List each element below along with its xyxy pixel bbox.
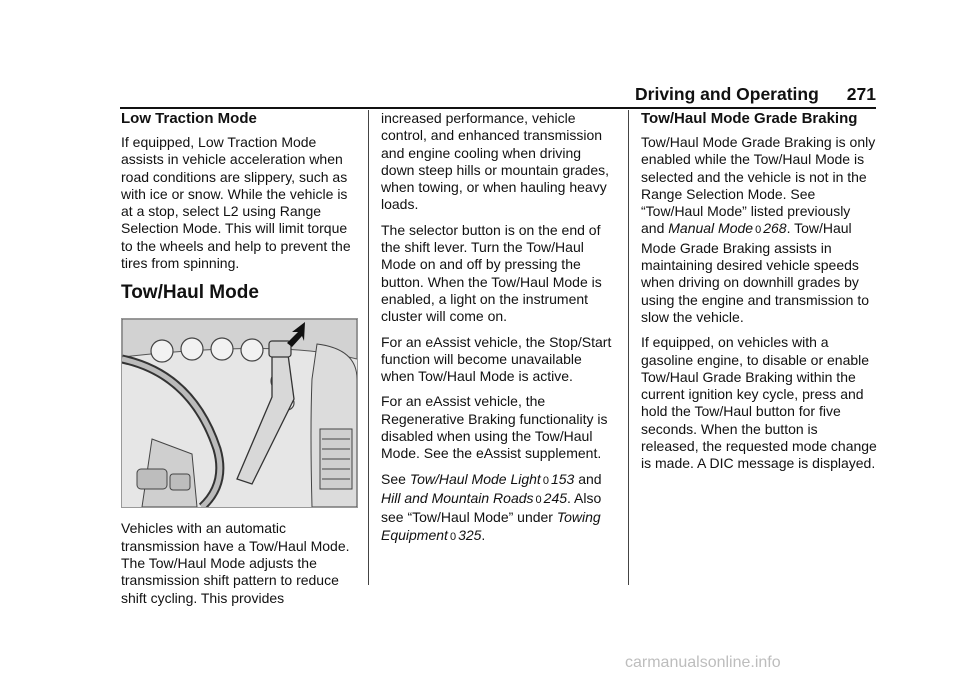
paragraph: The selector button is on the end of the shift lever. Turn the Tow/Haul Mode on and off by pressing the button. When the Tow/Haul Mode is enabled, a light on the instrument cluster will come on. — [381, 221, 602, 325]
paragraph: If equipped, on vehicles with a gasoline engine, to disable or enable Tow/Haul Grade Braking within the current ignition key cycle, press and hold the Tow/Haul button for five seconds. When the button is released, the requested mode change is made. A DIC message is displayed. — [641, 334, 877, 472]
xref-manual-mode[interactable]: Manual Mode — [668, 220, 754, 237]
text: and — [574, 470, 602, 487]
xref-towing-equipment[interactable]: Towing Equipment — [381, 509, 601, 543]
text: . — [481, 526, 486, 543]
text: Tow/Haul Mode Grade Braking is only enabled while the Tow/Haul Mode is selected and the vehicle is not in the Range Selection Mode. See “Tow/Haul Mode” listed previously and — [641, 134, 876, 237]
paragraph: For an eAssist vehicle, the Stop/Start function will become unavailable when Tow/Haul Mode is active. — [381, 333, 612, 385]
paragraph-cross-references — [381, 471, 617, 546]
page-header — [120, 83, 876, 105]
column-divider — [628, 110, 629, 585]
page-arrow-icon: 0 — [542, 474, 549, 487]
paragraph: If equipped, Low Traction Mode assists in vehicle acceleration when road conditions are slippery, such as with ice or snow. While the vehicle is at a stop, select L2 using Range Selection Mode. This will limit torque to the wheels and help to prevent the tires from spinning. — [121, 134, 351, 272]
heading-tow-haul-mode: Tow/Haul Mode — [121, 282, 259, 304]
xref-tow-haul-mode-light[interactable]: Tow/Haul Mode Light — [409, 470, 541, 487]
column-divider — [368, 110, 369, 585]
page-number: 271 — [846, 83, 876, 104]
xref-hill-and-mountain-roads[interactable]: Hill and Mountain Roads — [381, 489, 534, 506]
xref-page[interactable]: 245 — [543, 489, 568, 506]
column-3 — [641, 110, 877, 481]
page-arrow-icon: 0 — [449, 530, 457, 543]
column-2 — [381, 110, 617, 554]
column-1 — [121, 110, 357, 615]
paragraph: For an eAssist vehicle, the Regenerative Braking functionality is disabled when using the Tow/Haul Mode. See the eAssist supplement. — [381, 393, 608, 462]
paragraph: Vehicles with an automatic transmission have a Tow/Haul Mode. The Tow/Haul Mode adjusts the transmission shift pattern to reduce shift cycling. This provides — [121, 520, 350, 606]
text: . Tow/Haul Mode Grade Braking assists in maintaining desired vehicle speeds when driving on downhill grades by using the engine and transmission to slow the vehicle. — [641, 220, 870, 325]
page-arrow-icon: 0 — [755, 224, 762, 237]
text: . Also see “Tow/Haul Mode” under — [381, 489, 602, 526]
xref-page[interactable]: 268 — [763, 220, 787, 237]
header-rule — [120, 107, 876, 109]
paragraph — [641, 134, 877, 326]
page-arrow-icon: 0 — [535, 493, 542, 506]
xref-page[interactable]: 153 — [550, 470, 575, 487]
section-title: Driving and Operating — [635, 83, 819, 104]
shift-lever-illustration — [121, 318, 358, 508]
watermark: carmanualsonline.info — [625, 654, 781, 671]
xref-page[interactable]: 325 — [458, 526, 482, 543]
paragraph: increased performance, vehicle control, and enhanced transmission and engine cooling when driving down steep hills or mountain grades, when towing, or when hauling heavy loads. — [381, 110, 610, 213]
heading-low-traction-mode: Low Traction Mode — [121, 110, 257, 127]
heading-grade-braking: Tow/Haul Mode Grade Braking — [641, 110, 858, 127]
text: See — [381, 470, 410, 487]
